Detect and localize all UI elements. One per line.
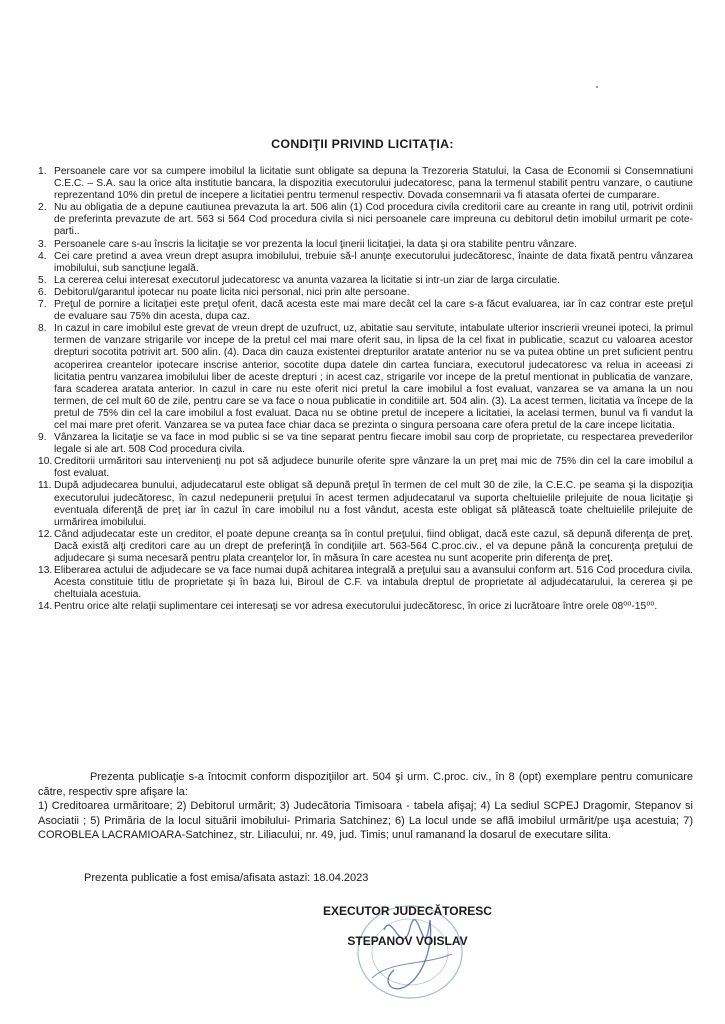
condition-item [38,251,693,275]
condition-number: 9. [38,432,47,444]
condition-number: 2. [38,202,47,214]
condition-item [38,275,693,287]
condition-number: 4. [38,250,47,262]
condition-number: 14. [38,601,53,613]
condition-item [38,166,693,202]
condition-text: Nu au obligatia de a depune cautiunea prevazuta la art. 506 alin (1) Cod procedura civila creditorii care au creante in rang util, potrivit ordinii de preferinta prevazute de art. 563 si 564 Cod procedura civila si nici persoanele care impreuna cu debitorul detin imobilul urmarit pe cote-parti.. [54,202,693,238]
condition-item [38,601,693,613]
condition-text: Preţul de pornire a licitaţiei este preţul oferit, dacă acesta este mai mare decât cel la care s-a făcut evaluarea, iar în caz contrar este preţul de evaluare sau 75% din acesta, dupa caz. [54,299,693,323]
condition-text: Debitorul/garantul ipotecar nu poate licita nici personal, nici prin alte persoane. [54,286,410,298]
condition-text: Când adjudecatar este un creditor, el poate depune creanţa sa în contul preţului, fiind obligat, dacă este cazul, să depună diferenţa de preţ. Dacă există alţi creditori care au un drept de preferinţă în condiţiile art. 563-564 C.proc.civ., el va depune până la concurenţa preţului de adjudecare şi suma necesară pentru plata creanţelor lor, în măsura în care acestea nu sunt acoperite prin diferenţa de preţ. [54,528,693,564]
page-title: CONDIŢII PRIVIND LICITAŢIA: [271,137,454,151]
condition-text: Creditorii urmăritori sau intervenienţi nu pot să adjudece bunurile oferite spre vânzare la un preţ mai mic de 75% din cel la care imobilul a fost evaluat. [54,456,693,480]
condition-number: 6. [38,286,47,298]
condition-text: Cei care pretind a avea vreun drept asupra imobilului, trebuie să-l anunţe executorului judecătoresc, înainte de data fixată pentru vânzarea imobilului, sub sancţiune legală. [54,250,693,274]
condition-number: 12. [38,528,53,540]
condition-item [38,432,693,456]
publication-recipients: 1) Creditoarea urmăritoare; 2) Debitorul urmărit; 3) Judecătoria Timisoara - tabela afişaj; 4) La sediul SCPEJ Dragomir, Stepanov si Asociatii ; 5) Primăria de la locul situării imobilului- Primaria Satchinez; 6) La locul unde se află imobilul urmărit/pe uşa acestuia; 7) COROBLEA LACRAMIOARA-Satchinez, str. Liliacului, nr. 49, jud. Timis; unul ramanand la dosarul de executare silita. [38,800,693,842]
condition-number: 10. [38,456,53,468]
condition-item [38,287,693,299]
condition-item [38,529,693,565]
condition-number: 8. [38,323,47,335]
condition-text: Pentru orice alte relaţii suplimentare cei interesaţi se vor adresa executorului judecătoresc, în orice zi lucrătoare între orele 08⁰⁰-15⁰⁰. [54,601,658,613]
scan-speck [596,86,598,88]
condition-text: Persoanele care s-au înscris la licitaţie se vor prezenta la locul ţinerii licitaţiei, la data şi ora stabilite pentru vânzare. [54,238,578,250]
condition-number: 7. [38,299,47,311]
condition-text: In cazul in care imobilul este grevat de vreun drept de uzufruct, uz, abitatie sau servitute, intabulate ulterior inscrierii vreunei ipoteci, la primul termen de vanzare strigarile vor incepe de la pretul cel mai mare oferit sau, in lipsa de la cel fixat in publicatie, scazut cu valoarea acestor drepturi socotita potrivit art. 500 alin. (4). Daca din cauza existentei drepturilor aratate anterior nu se va putea obtine un pret suficient pentru acoperirea creantelor ipotecare inscrise anterior, socotite dupa datele din cartea funciara, executorul judecatoresc va relua in aceeasi zi licitatia pentru vanzarea imobilului liber de aceste drepturi ; in acest caz, strigarile vor incepe de la pretul mentionat in publicatia de vanzare, fara scaderea aratata anterior. In cazul in care nu este oferit nici pretul la care imobilul a fost evaluat, vanzarea se va amana la un nou termen, de cel mult 60 de zile, pentru care se va face o noua publicatie in conditiile art. 504 alin. (3). La acest termen, licitatia va începe de la pretul de 75% din cel la care imobilul a fost evaluat. Daca nu se obtine pretul de incepere a licitatiei, la acelasi termen, bunul va fi vandut la cel mai mare pret oferit. Vanzarea se va putea face chiar daca se prezinta o singura persoana care ofera pretul de la care incepe licitatia. [54,323,693,431]
executor-title: EXECUTOR JUDECĂTORESC [323,904,492,918]
condition-text: După adjudecarea bunului, adjudecatarul este obligat să depună preţul în termen de cel mult 30 de zile, la C.E.C. pe seama şi la dispoziţia executorului judecătoresc, în cazul nedepunerii preţului în acest termen adjudecatarul va suporta cheltuielile prilejuite de noua licitaţie şi eventuala diferenţă de preţ iar în cazul în care imobilul nu a fost vândut, acesta este obligat să plătească toate cheltuielile prilejuite de urmărirea imobilului. [54,480,693,528]
condition-item [38,299,693,323]
condition-item [38,480,693,528]
condition-item [38,456,693,480]
condition-number: 13. [38,565,53,577]
publication-note [38,770,693,843]
condition-text: Persoanele care vor sa cumpere imobilul la licitatie sunt obligate sa depuna la Trezoreria Statului, la Casa de Economii si Consemnatiuni C.E.C. – S.A. sau la orice alta institutie bancara, la dispozitia executorului judecatoresc, pana la termenul stabilit pentru vanzare, o cautiune reprezentand 10% din pretul de incepere a licitatiei pentru termenul respectiv. Dovada consemnarii va fi atasata ofertei de cumparare. [54,166,693,202]
condition-text: La cererea celui interesat executorul judecatoresc va anunta vazarea la licitatie si intr-un ziar de larga circulatie. [54,274,560,286]
condition-number: 1. [38,166,47,177]
condition-number: 5. [38,274,47,286]
condition-text: Eliberarea actului de adjudecare se va face numai după achitarea integrală a preţului sau a avansului conform art. 516 Cod procedura civila. Acesta constituie titlu de proprietate şi în baza lui, Biroul de C.F. va intabula dreptul de proprietate al adjudecatarului, la cererea şi pe cheltuiala acestuia. [54,565,693,601]
condition-number: 3. [38,238,47,250]
condition-text: Vânzarea la licitaţie se va face in mod public si se va tine separat pentru fiecare imobil sau corp de proprietate, cu respectarea prevederilor legale si ale art. 508 Cod procedura civila. [54,432,693,456]
condition-item [38,323,693,432]
condition-item [38,202,693,238]
publication-intro: Prezenta publicaţie s-a întocmit conform dispoziţiilor art. 504 şi urm. C.proc. civ., în 8 (opt) exemplare pentru comunicare către, respectiv spre afişare la: [38,771,693,798]
conditions-list [38,166,693,613]
emission-date: Prezenta publicatie a fost emisa/afisata astazi: 18.04.2023 [84,872,369,884]
condition-item [38,239,693,251]
condition-item [38,565,693,601]
executor-name: STEPANOV VOISLAV [347,934,468,948]
condition-number: 11. [38,480,52,492]
